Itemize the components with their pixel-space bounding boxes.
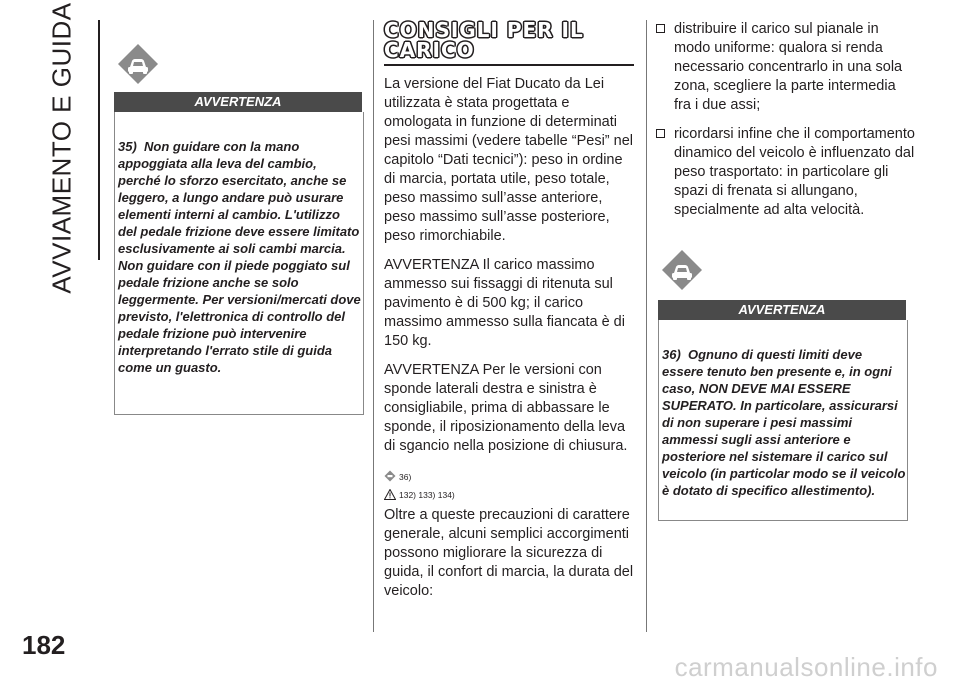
checkbox-bullet-icon — [656, 24, 665, 33]
bullet-item — [656, 125, 916, 220]
car-small-icon — [384, 470, 396, 482]
paragraph-warning-fixings: AVVERTENZA Il carico massimo ammesso sui fissaggi di ritenuta sul pavimento è di 500 kg; il carico massimo ammesso sulla fiancata è di 150 kg. — [384, 257, 625, 349]
paragraph-weights: La versione del Fiat Ducato da Lei utilizzata è stata progettata e omologata in funzione di determinati pesi massimi (vedere tabelle “Pesi” nel capitolo “Dati tecnici”): peso in ordine di marcia, portata utile, peso totale, peso massimo sull’asse anteriore, peso massimo sull’asse posteriore, peso rimorchiabile. — [384, 76, 634, 244]
warning-number: 36) — [662, 347, 681, 362]
page-number: 182 — [22, 630, 66, 660]
checkbox-bullet-icon — [656, 129, 665, 138]
reference-general-warning — [384, 482, 636, 500]
warning-header-bar: AVVERTENZA — [114, 92, 362, 112]
section-title — [384, 20, 636, 60]
chapter-title: AVVIAMENTO E GUIDA — [46, 2, 77, 294]
chapter-side-tab — [22, 2, 102, 294]
warning-body: Ognuno di questi limiti deve essere tenuto ben presente e, in ogni caso, NON DEVE MAI ESSERE SUPERATO. In particolare, assicurarsi di non superare i pesi massimi ammessi sugli assi anteriore e posteriore nel sistemare il carico sul veicolo (in particolar modo se il veicolo è dotato di specifico allestimento). — [662, 347, 906, 498]
main-content-column — [384, 20, 636, 601]
reference-car-number: 36) — [399, 472, 412, 482]
car-warning-icon — [116, 42, 160, 86]
title-underline — [384, 64, 634, 66]
right-content-column — [656, 20, 916, 220]
paragraph-warning-sides: AVVERTENZA Per le versioni con sponde laterali destra e sinistra è consigliabile, prima di abbassare le sponde, il riposizionamento della leva di sgancio nella posizione di chiusura. — [384, 362, 628, 454]
warning-text-left — [118, 138, 362, 376]
section-title-line2: CARICO — [384, 38, 475, 62]
warning-number: 35) — [118, 139, 137, 154]
watermark-text: carmanualsonline.info — [674, 652, 938, 682]
column-divider-right — [646, 20, 647, 632]
warning-body: Non guidare con la mano appoggiata alla leva del cambio, perché lo sforzo esercitato, anche se leggero, a lungo andare può usurare elementi interni al cambio. L'utilizzo del pedale frizione deve essere limitato esclusivamente ai soli cambi marcia. Non guidare con il piede poggiato sul pedale frizione anche se solo leggermente. Per versioni/mercati dove previsto, l'elettronica di controllo del pedale frizione può intervenire interpretando l'errato stile di guida come un guasto. — [118, 139, 361, 375]
bullet-text: distribuire il carico sul pianale in modo uniforme: qualora si renda necessario concentrarlo in una sola zona, scegliere la parte intermedia fra i due assi; — [674, 21, 903, 113]
warning-text-right — [662, 346, 906, 499]
column-divider-left — [373, 20, 374, 632]
reference-car-warning — [384, 464, 636, 482]
chapter-divider-line — [98, 20, 100, 260]
watermark — [0, 652, 960, 683]
section-title-line1: CONSIGLI PER IL — [384, 18, 584, 42]
warning-triangle-icon — [384, 489, 396, 500]
car-warning-icon — [660, 248, 704, 292]
reference-warning-numbers: 132) 133) 134) — [399, 490, 455, 500]
bullet-item — [656, 20, 916, 115]
paragraph-closing: Oltre a queste precauzioni di carattere generale, alcuni semplici accorgimenti possono migliorare la sicurezza di guida, il confort di marcia, la durata del veicolo: — [384, 507, 634, 599]
warning-header-bar: AVVERTENZA — [658, 300, 906, 320]
bullet-text: ricordarsi infine che il comportamento dinamico del veicolo è influenzato dal peso trasportato: in particolare gli spazi di frenata si allungano, specialmente ad alta velocità. — [674, 126, 915, 218]
